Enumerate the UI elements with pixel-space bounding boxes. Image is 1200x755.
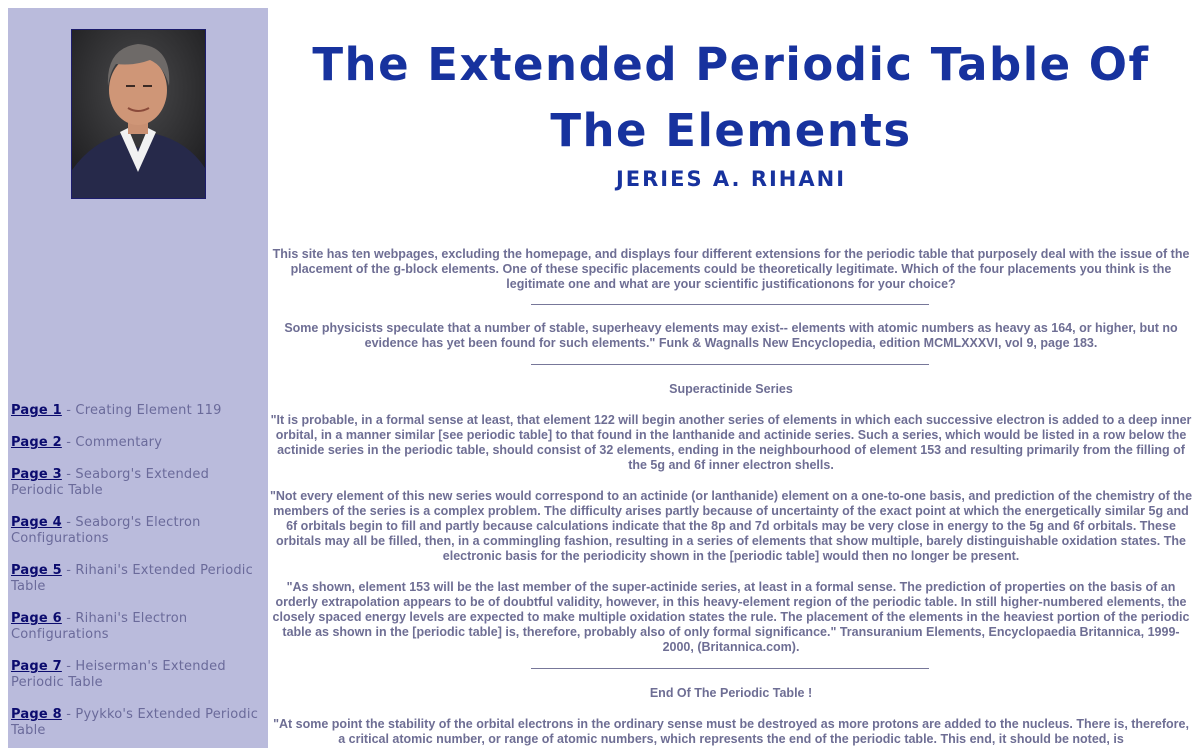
nav-item-page-3: [11, 467, 265, 499]
nav-link-page-3[interactable]: Page 3: [11, 467, 62, 482]
nav-desc-page-4: - Seaborg's Electron Configurations: [11, 515, 201, 546]
nav-desc-page-2: - Commentary: [61, 435, 163, 450]
main-content: [268, 0, 1194, 746]
nav-link-page-6[interactable]: Page 6: [11, 611, 62, 626]
page-title: The Extended Periodic Table Of The Elements: [312, 38, 1150, 157]
author-portrait: [71, 29, 206, 199]
divider: [531, 364, 929, 365]
nav-item-page-7: [11, 659, 265, 691]
nav-item-page-6: [11, 611, 265, 643]
nav-link-page-4[interactable]: Page 4: [11, 515, 62, 530]
sidebar: [8, 8, 268, 748]
superactinide-heading: Superactinide Series: [669, 382, 793, 396]
nav-item-page-5: [11, 563, 265, 595]
nav-desc-page-5: - Rihani's Extended Periodic Table: [11, 563, 253, 594]
nav-link-page-7[interactable]: Page 7: [11, 659, 62, 674]
nav-desc-page-6: - Rihani's Electron Configurations: [11, 611, 188, 642]
divider: [531, 304, 929, 305]
nav-desc-page-1: - Creating Element 119: [61, 403, 222, 418]
nav-item-page-4: [11, 515, 265, 547]
nav-desc-page-8: - Pyykko's Extended Periodic Table: [11, 707, 259, 738]
funk-wagnalls-quote: Some physicists speculate that a number of stable, superheavy elements may exist-- elements with atomic numbers as heavy as 164, or higher, but no evidence has yet been found for such elements." Funk & Wagnalls New Encyclopedia, edition MCMLXXXVI, vol 9, page 183.: [284, 321, 1178, 350]
nav-link-page-1[interactable]: Page 1: [11, 403, 62, 418]
nav-desc-page-3: - Seaborg's Extended Periodic Table: [11, 467, 210, 498]
nav-link-page-2[interactable]: Page 2: [11, 435, 62, 450]
superactinide-paragraph-2: "Not every element of this new series would correspond to an actinide (or lanthanide) element on a one-to-one basis, and prediction of the chemistry of the members of the series is a complex problem. The difficulty arises partly because of uncertainty of the exact point at which the energetically similar 5g and 6f orbitals begin to fill and partly because calculations indicate that the 8p and 7d orbitals may be very close in energy to the 5g and 6f orbitals. These orbitals may all be filled, then, in a commingling fashion, resulting in a series of elements that show multiple, barely distinguishable oxidation states. The electronic basis for the periodicity shown in the [periodic table] would then no longer be present.: [269, 489, 1193, 563]
nav-link-page-5[interactable]: Page 5: [11, 563, 62, 578]
nav-desc-page-7: - Heiserman's Extended Periodic Table: [11, 659, 226, 690]
superactinide-paragraph-3: "As shown, element 153 will be the last member of the super-actinide series, at least in a formal sense. The prediction of properties on the basis of an orderly extrapolation appears to be of doubtful validity, however, in this heavy-element region of the periodic table. In still higher-numbered elements, the closely spaced energy levels are expected to make multiple oxidation states the rule. The placement of the elements in the heaviest portion of the periodic table as shown in the [periodic table] is, therefore, probably also of only formal significance." Transuranium Elements, Encyclopaedia Britannica, 1999-2000, (Britannica.com).: [272, 580, 1190, 654]
nav-item-page-1: [11, 403, 265, 419]
nav-item-page-8: [11, 707, 265, 739]
end-of-table-paragraph: "At some point the stability of the orbital electrons in the ordinary sense must be destroyed as more protons are added to the nucleus. There is, therefore, a critical atomic number, or range of atomic numbers, which represents the end of the periodic table. This end, it should be noted, is: [273, 717, 1189, 746]
page-navigation: [11, 403, 265, 755]
author-name: JERIES A. RIHANI: [615, 167, 847, 191]
nav-link-page-8[interactable]: Page 8: [11, 707, 62, 722]
superactinide-paragraph-1: "It is probable, in a formal sense at least, that element 122 will begin another series of elements in which each successive electron is added to a deep inner orbital, in a manner similar [see periodic table] to that found in the lanthanide and actinide series. Such a series, which would be listed in a row below the actinide series in the periodic table, should consist of 32 elements, ending in the neighbourhood of element 153 and resulting primarily from the filling of the 5g and 6f inner electron shells.: [270, 413, 1192, 472]
divider: [531, 668, 929, 669]
end-of-table-heading: End Of The Periodic Table !: [649, 686, 813, 700]
nav-item-page-2: [11, 435, 265, 451]
intro-paragraph: This site has ten webpages, excluding the homepage, and displays four different extensions for the periodic table that purposely deal with the issue of the placement of the g-block elements. One of these specific placements could be theoretically legitimate. Which of the four placements you think is the legitimate one and what are your scientific justificationons for your choice?: [272, 247, 1190, 291]
